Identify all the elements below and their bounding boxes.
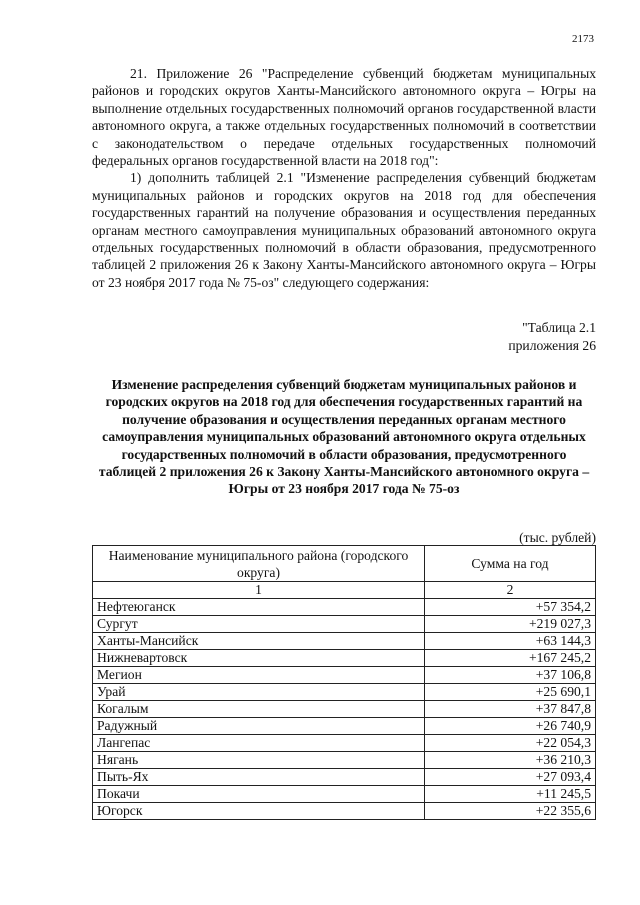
sum-cell: +37 847,8 [425, 701, 596, 718]
paragraph-subitem-1: 1) дополнить таблицей 2.1 "Изменение распределения субвенций бюджетам муниципальных районов и городских округов на 2018 год для обеспечения государственных гарантий на получение образования и осуществления переданных органам местного самоуправления муниципальных образований автономного округа отдельных государственных полномочий в области образования, предусмотренного таблицей 2 приложения 26 к Закону Ханты-Мансийского автономного округа – Югры от 23 ноября 2017 года № 75-оз" следующего содержания: [92, 170, 596, 290]
table-header-row [93, 546, 596, 582]
table-caption [508, 319, 596, 355]
sum-cell: +36 210,3 [425, 752, 596, 769]
table-caption-line-1: "Таблица 2.1 [522, 320, 596, 335]
table-row [93, 633, 596, 650]
municipality-name-cell: Лангепас [93, 735, 425, 752]
municipality-name-cell: Сургут [93, 616, 425, 633]
sum-cell: +63 144,3 [425, 633, 596, 650]
table-row [93, 769, 596, 786]
paragraph-item-21: 21. Приложение 26 "Распределение субвенций бюджетам муниципальных районов и городских округов Ханты-Мансийского автономного округа – Югры на выполнение отдельных государственных полномочий органов государственной власти автономного округа, а также отдельных государственных полномочий в соответствии с законодательством о передаче отдельных государственных полномочий федеральных органов государственной власти на 2018 год": [92, 66, 596, 169]
table-row [93, 803, 596, 820]
column-number-1: 1 [93, 582, 425, 599]
sum-cell: +26 740,9 [425, 718, 596, 735]
subvention-table [92, 545, 596, 820]
column-number-2: 2 [425, 582, 596, 599]
municipality-name-cell: Нижневартовск [93, 650, 425, 667]
header-municipality: Наименование муниципального района (городского округа) [93, 546, 425, 582]
municipality-name-cell: Покачи [93, 786, 425, 803]
sum-cell: +27 093,4 [425, 769, 596, 786]
sum-cell: +22 054,3 [425, 735, 596, 752]
sum-cell: +25 690,1 [425, 684, 596, 701]
table-row [93, 650, 596, 667]
table-row [93, 684, 596, 701]
table-row [93, 616, 596, 633]
column-number-row [93, 582, 596, 599]
municipality-name-cell: Нягань [93, 752, 425, 769]
municipality-name-cell: Когалым [93, 701, 425, 718]
table-row [93, 718, 596, 735]
table-title: Изменение распределения субвенций бюджетам муниципальных районов и городских округов на 2018 год для обеспечения государственных гарантий на получение образования и осуществления переданных органам местного самоуправления муниципальных образований автономного округа отдельных государственных полномочий в области образования, предусмотренного таблицей 2 приложения 26 к Закону Ханты-Мансийского автономного округа – Югры от 23 ноября 2017 года № 75-оз [98, 377, 590, 497]
units-label: (тыс. рублей) [519, 530, 596, 545]
municipality-name-cell: Мегион [93, 667, 425, 684]
sum-cell: +219 027,3 [425, 616, 596, 633]
table-caption-line-2: приложения 26 [508, 338, 596, 353]
municipality-name-cell: Югорск [93, 803, 425, 820]
sum-cell: +57 354,2 [425, 599, 596, 616]
table-row [93, 599, 596, 616]
sum-cell: +37 106,8 [425, 667, 596, 684]
sum-cell: +22 355,6 [425, 803, 596, 820]
table-row [93, 701, 596, 718]
table-row [93, 752, 596, 769]
table-row [93, 786, 596, 803]
table-row [93, 735, 596, 752]
body-text [92, 65, 596, 291]
municipality-name-cell: Урай [93, 684, 425, 701]
municipality-name-cell: Ханты-Мансийск [93, 633, 425, 650]
municipality-name-cell: Пыть-Ях [93, 769, 425, 786]
sum-cell: +11 245,5 [425, 786, 596, 803]
sum-cell: +167 245,2 [425, 650, 596, 667]
table-row [93, 667, 596, 684]
municipality-name-cell: Радужный [93, 718, 425, 735]
header-sum: Сумма на год [425, 546, 596, 582]
page-number: 2173 [572, 33, 594, 45]
municipality-name-cell: Нефтеюганск [93, 599, 425, 616]
